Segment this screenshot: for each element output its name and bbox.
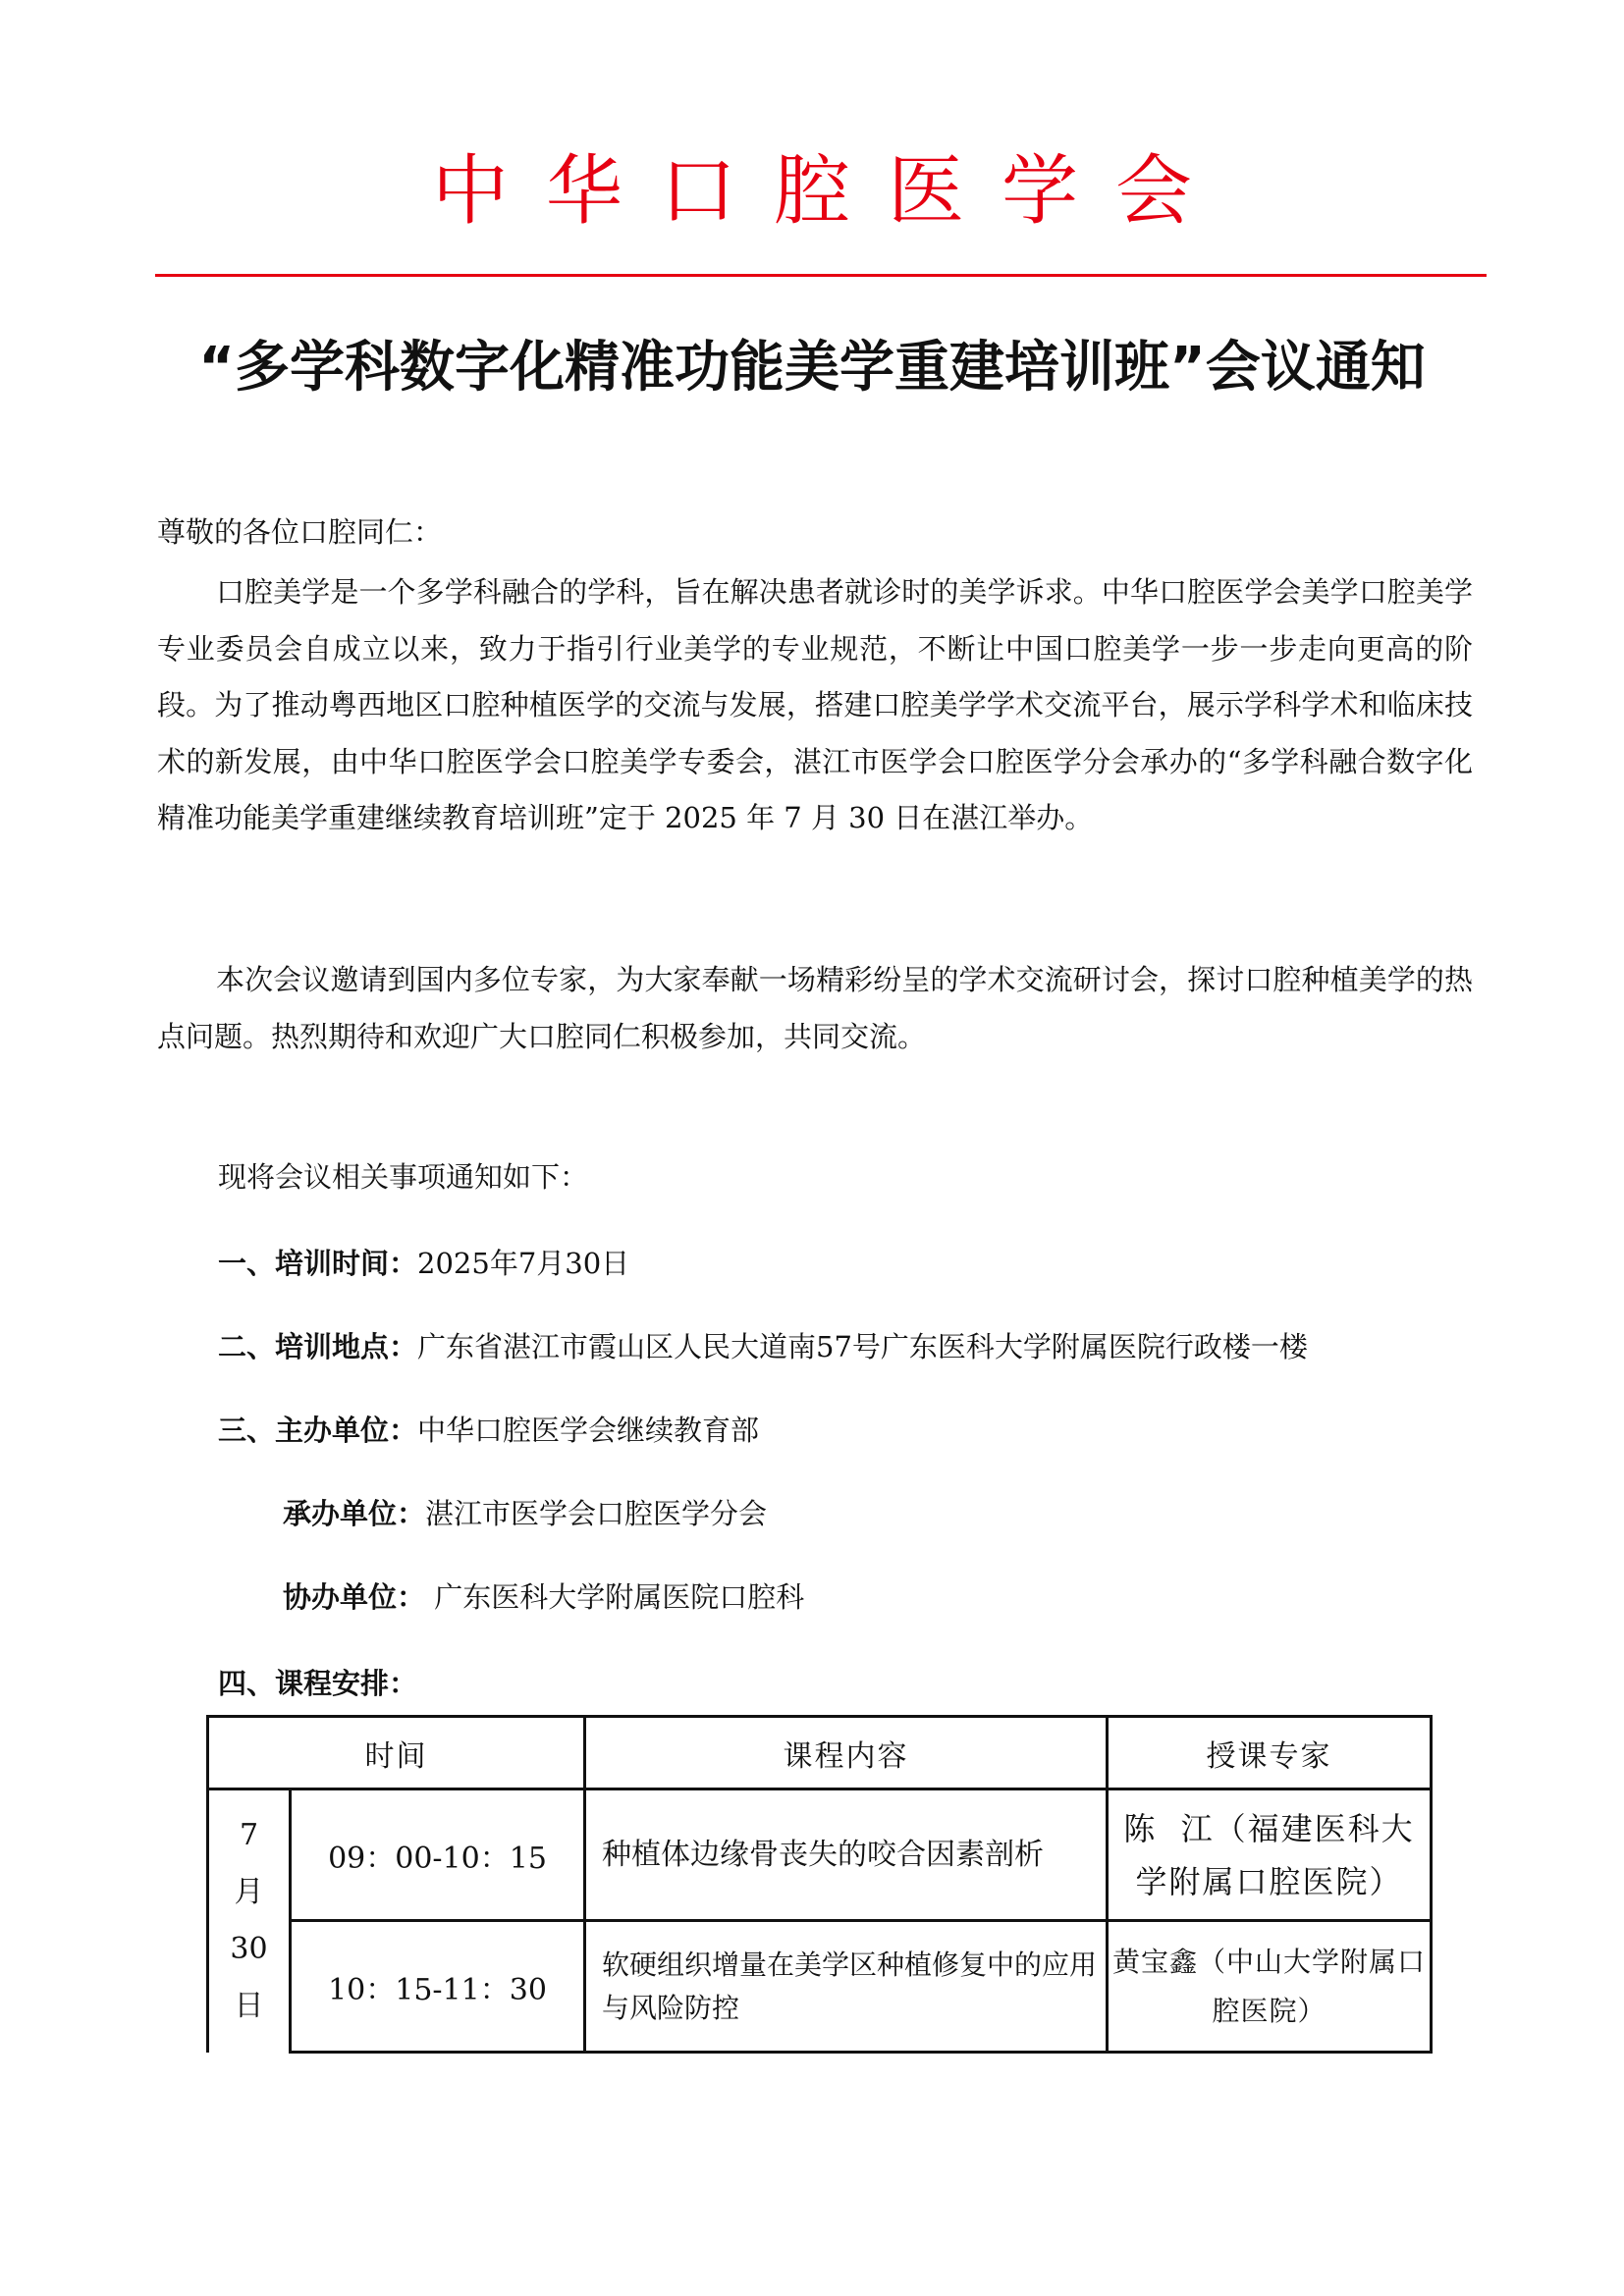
item-organizer: [218, 1404, 759, 1457]
notice-title: “多学科数字化精准功能美学重建培训班”会议通知: [198, 336, 1426, 400]
item-label: 协办单位：: [283, 1580, 426, 1614]
item-value: 2025年7月30日: [417, 1247, 630, 1280]
item-label: 四、课程安排：: [218, 1667, 418, 1700]
schedule-table: [206, 1715, 1433, 2054]
item-label: 一、培训时间：: [218, 1247, 418, 1280]
item-value: 中华口腔医学会继续教育部: [417, 1414, 760, 1447]
date-char: 7: [239, 1818, 259, 1853]
paragraph-2: 本次会议邀请到国内多位专家，为大家奉献一场精彩纷呈的学术交流研讨会，探讨口腔种植美学的热点问题。热烈期待和欢迎广大口腔同仁积极参加，共同交流。: [157, 963, 1473, 1053]
item-course-schedule: [218, 1657, 417, 1710]
date-char: 月: [234, 1875, 264, 1910]
table-header-row: [208, 1717, 1432, 1789]
table-row: [208, 1789, 1432, 1921]
table-row: [208, 1921, 1432, 2053]
header-time: 时间: [208, 1717, 585, 1789]
header-divider: [155, 274, 1487, 277]
content-cell: 软硬组织增量在美学区种植修复中的应用与风险防控: [585, 1921, 1108, 2053]
item-training-location: [218, 1320, 1308, 1373]
date-char: 30: [230, 1932, 268, 1967]
date-cell: [208, 1789, 291, 2053]
item-value: 湛江市医学会口腔医学分会: [425, 1497, 768, 1530]
time-cell: 10：15-11：30: [291, 1921, 585, 2053]
paragraph-1: 口腔美学是一个多学科融合的学科，旨在解决患者就诊时的美学诉求。中华口腔医学会美学口腔美学专业委员会自成立以来，致力于指引行业美学的专业规范，不断让中国口腔美学一步一步走向更高的阶段。为了推动粤西地区口腔种植医学的交流与发展，搭建口腔美学学术交流平台，展示学科学术和临床技术的新发展，由中华口腔医学会口腔美学专委会，湛江市医学会口腔医学分会承办的“多学科融合数字化精准功能美学重建继续教育培训班”定于 2025 年 7 月 30 日在湛江举办。: [157, 575, 1473, 834]
header-expert: 授课专家: [1108, 1717, 1432, 1789]
item-label: 二、培训地点：: [218, 1330, 418, 1363]
item-label: 三、主办单位：: [218, 1414, 418, 1447]
item-value: 广东省湛江市霞山区人民大道南57号广东医科大学附属医院行政楼一楼: [417, 1330, 1308, 1363]
expert-cell: 黄宝鑫（中山大学附属口腔医院）: [1108, 1921, 1432, 2053]
item-co-organizer: [283, 1571, 804, 1624]
item-host: [283, 1487, 767, 1540]
time-cell: 09：00-10：15: [291, 1789, 585, 1921]
item-training-time: [218, 1237, 629, 1290]
intro-line: 现将会议相关事项通知如下：: [218, 1160, 589, 1194]
item-label: 承办单位：: [283, 1497, 426, 1530]
greeting: 尊敬的各位口腔同仁：: [157, 515, 443, 549]
date-char: 日: [234, 1989, 264, 2024]
expert-cell: 陈 江（福建医科大学附属口腔医院）: [1108, 1789, 1432, 1921]
organization-header: 中华口腔医学会: [431, 147, 1229, 236]
item-value: 广东医科大学附属医院口腔科: [425, 1580, 805, 1614]
content-cell: 种植体边缘骨丧失的咬合因素剖析: [585, 1789, 1108, 1921]
header-content: 课程内容: [585, 1717, 1108, 1789]
